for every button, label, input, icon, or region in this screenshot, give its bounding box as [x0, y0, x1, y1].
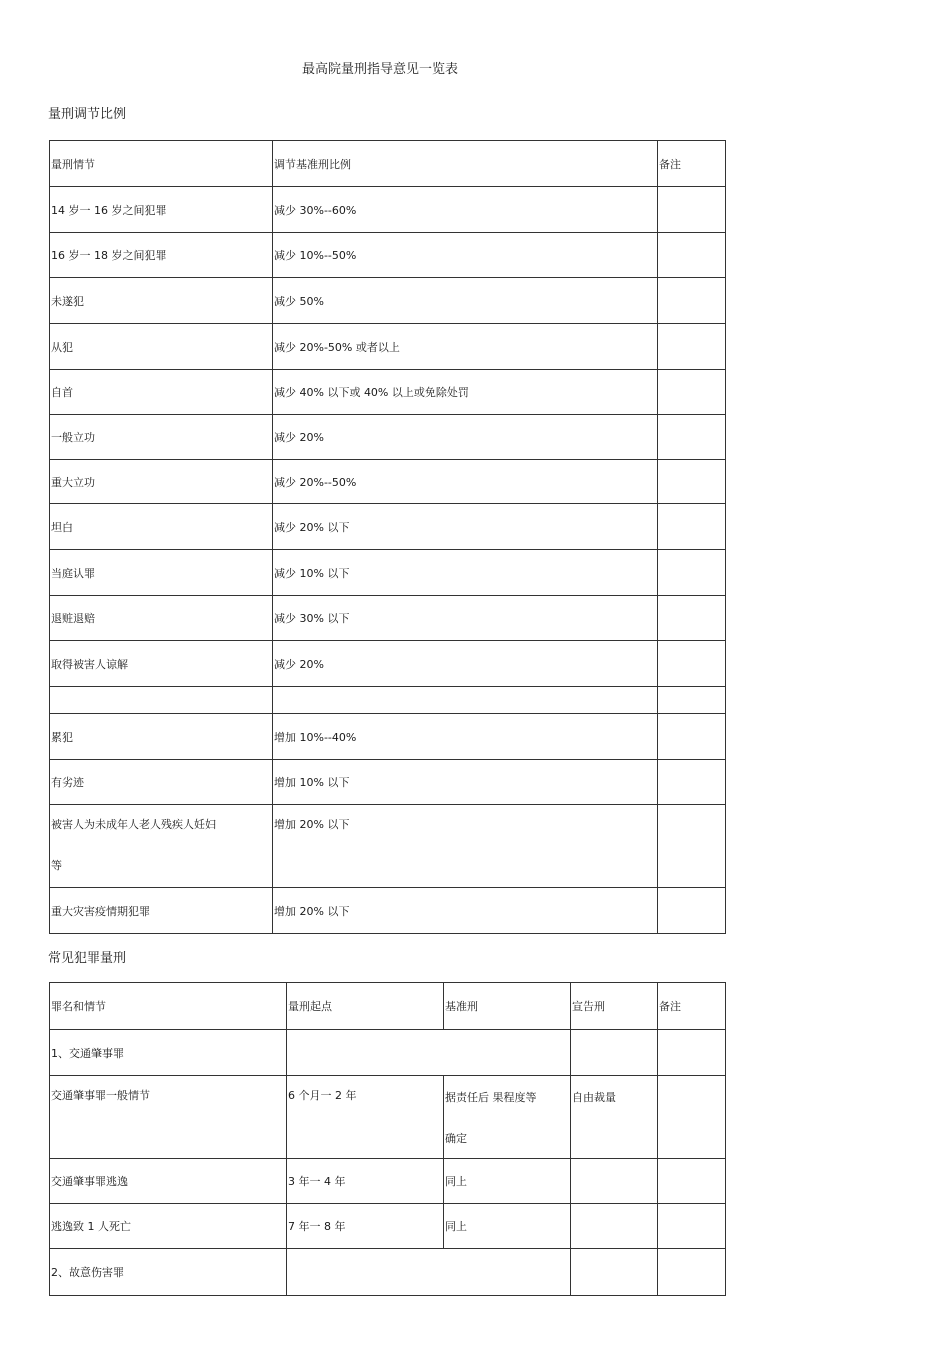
header-cell: 调节基准刑比例	[273, 141, 658, 187]
crime-name-cell: 交通肇事罪一般情节	[50, 1076, 287, 1159]
table-row	[50, 641, 726, 687]
common-crimes-table	[49, 982, 726, 1296]
crime-name-cell: 1、交通肇事罪	[50, 1030, 287, 1076]
circumstance-cell: 取得被害人谅解	[50, 641, 273, 687]
remark-cell	[658, 278, 726, 324]
remark-cell	[658, 370, 726, 415]
circumstance-cell: 坦白	[50, 504, 273, 550]
section-heading-common-crimes: 常见犯罪量刑	[48, 951, 127, 966]
baseline-cell	[444, 1076, 571, 1159]
ratio-cell: 减少 10% 以下	[273, 550, 658, 596]
table-row	[50, 504, 726, 550]
circumstance-cell: 16 岁一 18 岁之间犯罪	[50, 233, 273, 278]
remark-cell	[658, 1204, 726, 1249]
circumstance-cell: 一般立功	[50, 415, 273, 460]
remark-cell	[658, 888, 726, 934]
remark-cell	[658, 687, 726, 714]
table-header-row	[50, 983, 726, 1030]
remark-cell	[658, 187, 726, 233]
header-cell: 量刑起点	[287, 983, 444, 1030]
crime-category-row	[50, 1249, 726, 1296]
remark-cell	[658, 760, 726, 805]
table-row	[50, 1159, 726, 1204]
ratio-cell: 减少 20% 以下	[273, 504, 658, 550]
header-cell: 备注	[658, 141, 726, 187]
circumstance-cell	[50, 805, 273, 888]
crime-name-cell: 逃逸致 1 人死亡	[50, 1204, 287, 1249]
circumstance-cell: 当庭认罪	[50, 550, 273, 596]
ratio-cell: 增加 10% 以下	[273, 760, 658, 805]
remark-cell	[658, 1030, 726, 1076]
header-cell: 基准刑	[444, 983, 571, 1030]
circumstance-cell: 14 岁一 16 岁之间犯罪	[50, 187, 273, 233]
starting-point-cell: 3 年一 4 年	[287, 1159, 444, 1204]
circumstance-cell	[50, 687, 273, 714]
circumstance-cell: 有劣迹	[50, 760, 273, 805]
remark-cell	[658, 504, 726, 550]
declared-sentence-cell	[571, 1159, 658, 1204]
table-row	[50, 460, 726, 504]
table-row	[50, 187, 726, 233]
circumstance-cell: 自首	[50, 370, 273, 415]
circumstance-cell: 累犯	[50, 714, 273, 760]
remark-cell	[658, 714, 726, 760]
table-row	[50, 324, 726, 370]
table-row	[50, 1076, 726, 1159]
table-row	[50, 888, 726, 934]
table-row	[50, 233, 726, 278]
table-row	[50, 550, 726, 596]
table-row	[50, 1204, 726, 1249]
table-row	[50, 370, 726, 415]
baseline-cell: 同上	[444, 1204, 571, 1249]
table-row	[50, 596, 726, 641]
remark-cell	[658, 1076, 726, 1159]
remark-cell	[658, 596, 726, 641]
circumstance-cell: 重大立功	[50, 460, 273, 504]
declared-sentence-cell	[571, 1204, 658, 1249]
remark-cell	[658, 1159, 726, 1204]
ratio-cell: 减少 40% 以下或 40% 以上或免除处罚	[273, 370, 658, 415]
remark-cell	[658, 641, 726, 687]
section-heading-adjustment: 量刑调节比例	[48, 107, 127, 122]
ratio-cell: 减少 20%-50% 或者以上	[273, 324, 658, 370]
ratio-cell: 增加 20% 以下	[273, 805, 658, 888]
ratio-cell: 增加 20% 以下	[273, 888, 658, 934]
crime-name-cell: 交通肇事罪逃逸	[50, 1159, 287, 1204]
table-row-empty	[50, 687, 726, 714]
starting-point-cell: 7 年一 8 年	[287, 1204, 444, 1249]
ratio-cell: 减少 30%--60%	[273, 187, 658, 233]
ratio-cell: 增加 10%--40%	[273, 714, 658, 760]
table-row	[50, 760, 726, 805]
table-row	[50, 278, 726, 324]
remark-cell	[658, 460, 726, 504]
crime-category-row	[50, 1030, 726, 1076]
starting-point-cell	[287, 1249, 571, 1296]
baseline-continuation: 确定	[445, 1132, 467, 1145]
circumstance-line: 被害人为未成年人老人残疾人妊妇	[51, 818, 216, 831]
remark-cell	[658, 1249, 726, 1296]
remark-cell	[658, 324, 726, 370]
baseline-line: 据责任后 果程度等	[445, 1091, 537, 1104]
remark-cell	[658, 415, 726, 460]
circumstance-cell: 未遂犯	[50, 278, 273, 324]
document-title: 最高院量刑指导意见一览表	[301, 62, 458, 77]
starting-point-cell	[287, 1030, 571, 1076]
ratio-cell: 减少 20%--50%	[273, 460, 658, 504]
ratio-cell	[273, 687, 658, 714]
adjustment-table	[49, 140, 726, 934]
ratio-cell: 减少 20%	[273, 641, 658, 687]
circumstance-continuation: 等	[51, 859, 62, 872]
baseline-cell: 同上	[444, 1159, 571, 1204]
circumstance-cell: 重大灾害疫情期犯罪	[50, 888, 273, 934]
remark-cell	[658, 233, 726, 278]
crime-name-cell: 2、故意伤害罪	[50, 1249, 287, 1296]
declared-sentence-cell	[571, 1249, 658, 1296]
table-header-row	[50, 141, 726, 187]
table-row	[50, 805, 726, 888]
header-cell: 宣告刑	[571, 983, 658, 1030]
ratio-cell: 减少 30% 以下	[273, 596, 658, 641]
declared-sentence-cell	[571, 1030, 658, 1076]
remark-cell	[658, 550, 726, 596]
starting-point-cell: 6 个月一 2 年	[287, 1076, 444, 1159]
circumstance-cell: 退赃退赔	[50, 596, 273, 641]
header-cell: 量刑情节	[50, 141, 273, 187]
remark-cell	[658, 805, 726, 888]
circumstance-cell: 从犯	[50, 324, 273, 370]
header-cell: 罪名和情节	[50, 983, 287, 1030]
declared-sentence-cell: 自由裁量	[571, 1076, 658, 1159]
ratio-cell: 减少 10%--50%	[273, 233, 658, 278]
table-row	[50, 714, 726, 760]
table-row	[50, 415, 726, 460]
ratio-cell: 减少 50%	[273, 278, 658, 324]
ratio-cell: 减少 20%	[273, 415, 658, 460]
header-cell: 备注	[658, 983, 726, 1030]
